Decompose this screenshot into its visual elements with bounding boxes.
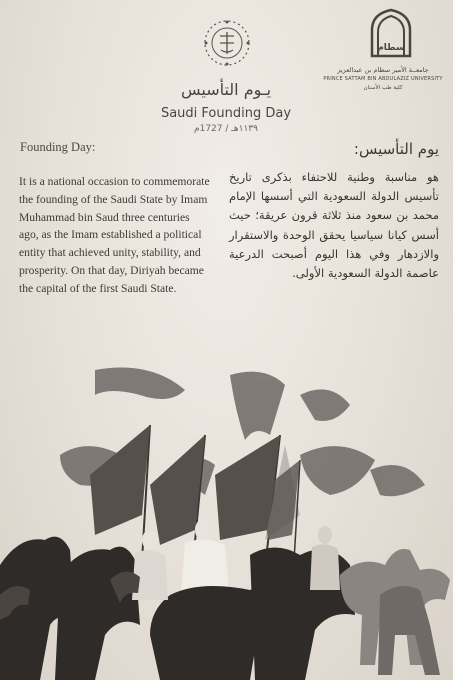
founding-day-emblem-icon — [202, 18, 252, 68]
founding-day-years: ١١٣٩هـ / 1727م — [194, 124, 258, 134]
camel-riders-illustration — [0, 365, 453, 680]
university-name-ar: جامعــة الأمير سطام بن عبدالعزيز — [337, 66, 429, 74]
english-title: Founding Day: — [20, 140, 96, 154]
english-body: It is a national occasion to commemorate the founding of the Saudi State by Imam Muhammad bin Saud three centuries ago, as the Imam established a political entity that achieved unity, stability, and prosperity. On that day, Diriyah became the capital of the first Saudi State. — [19, 175, 210, 295]
university-name-en: PRINCE SATTAM BIN ABDULAZIZ UNIVERSITY — [323, 76, 443, 82]
camels-right — [340, 549, 450, 675]
university-logo-icon — [368, 8, 414, 58]
department-name-ar: كلية طب الأسنان — [363, 85, 403, 91]
riders — [0, 518, 355, 680]
founding-day-title-ar: يـوم التأسيس — [180, 80, 272, 99]
arabic-body: هو مناسبة وطنية للاحتفاء بذكرى تاريخ تأسيس الدولة السعودية التي أسسها الإمام محمد بن سعود منذ ثلاثة قرون عريقة؛ حيث أسس كيانا سياسيا يحقق الوحدة والاستقرار والازدهار وفي هذا اليوم أصبحت الدرعية عاصمة الدولة السعودية الأولى. — [229, 170, 439, 281]
arabic-title: يوم التأسيس: — [353, 140, 439, 158]
university-logo-word: سطام — [377, 43, 405, 53]
founding-day-title-en: Saudi Founding Day — [160, 106, 292, 121]
